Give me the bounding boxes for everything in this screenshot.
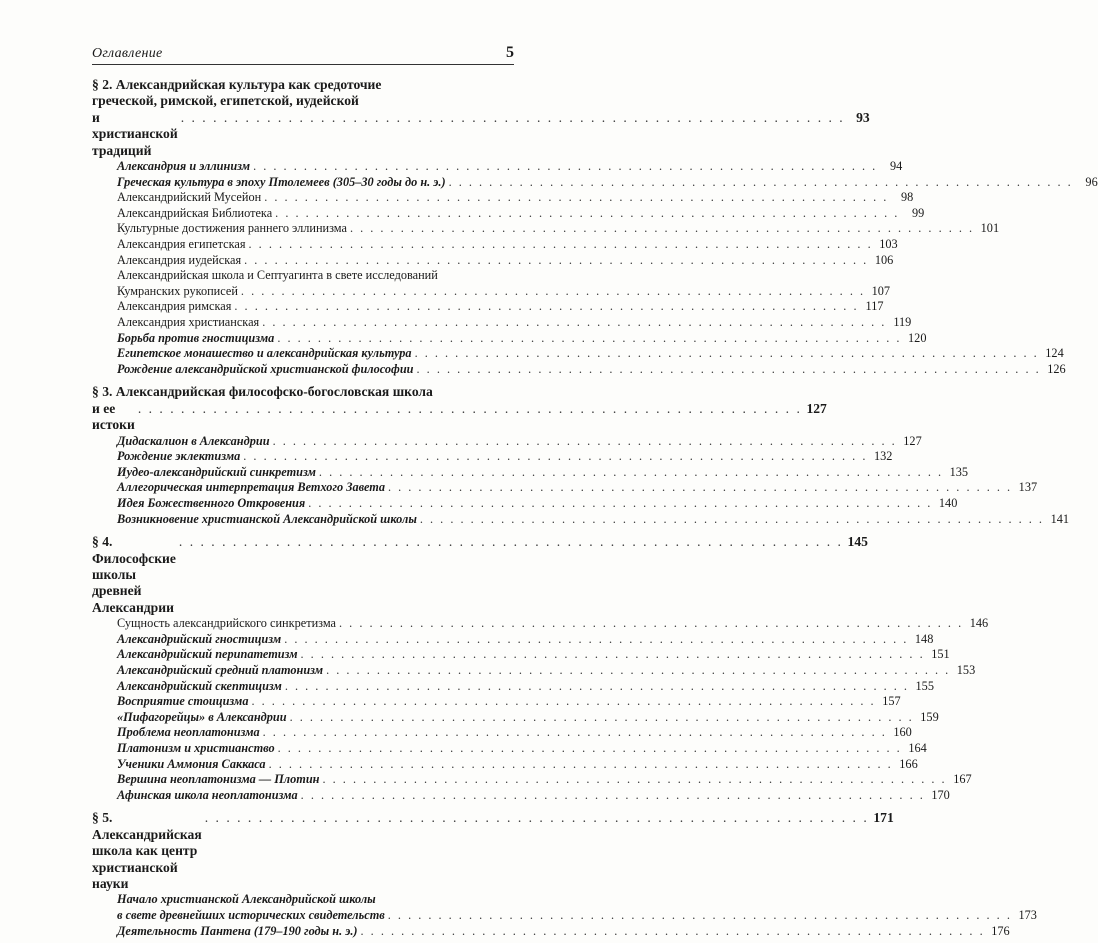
toc-entry-page-number: 119 [893, 314, 912, 329]
toc-entry-text: Афинская школа неоплатонизма [117, 787, 298, 802]
toc-entry-page-number: 160 [893, 725, 912, 740]
section-page-number: 93 [856, 109, 870, 125]
leader-dots: . . . . . . . . . . . . . . . . . . . . . . . . . . . . . . . . . . . . . . . . . . . . . . . . . . . . . . . . . . . . . . [272, 433, 897, 448]
leader-dots: . . . . . . . . . . . . . . . . . . . . . . . . . . . . . . . . . . . . . . . . . . . . . . . . . . . . . . . . . . . . . . [387, 907, 1012, 922]
toc-entry-text: в свете древнейших исторических свидетельств [117, 907, 385, 922]
toc-entry[interactable] [92, 907, 1037, 924]
toc-entry-text: Александрийский скептицизм [117, 678, 282, 693]
leader-dots: . . . . . . . . . . . . . . . . . . . . . . . . . . . . . . . . . . . . . . . . . . . . . . . . . . . . . . . . . . . . . . [277, 330, 902, 345]
toc-entry-text: Египетское монашество и александрийская культура [117, 346, 412, 361]
leader-dots: . . . . . . . . . . . . . . . . . . . . . . . . . . . . . . . . . . . . . . . . . . . . . . . . . . . . . . . . . . . . . . [322, 772, 947, 787]
toc-entry-page-number: 140 [938, 495, 958, 510]
toc-entry-page-number: 101 [980, 221, 1000, 236]
toc-entry-text: Культурные достижения раннего эллинизма [117, 221, 347, 236]
leader-dots: . . . . . . . . . . . . . . . . . . . . . . . . . . . . . . . . . . . . . . . . . . . . . . . . . . . . . . . . . . . . . . [204, 810, 869, 826]
leader-dots: . . . . . . . . . . . . . . . . . . . . . . . . . . . . . . . . . . . . . . . . . . . . . . . . . . . . . . . . . . . . . . [243, 449, 868, 464]
toc-entry[interactable] [92, 174, 1098, 191]
toc-entry[interactable] [92, 631, 934, 648]
toc-entry[interactable] [92, 756, 918, 773]
section-heading-text: § 5. Александрийская школа как центр христианской науки [92, 810, 202, 891]
toc-entry[interactable] [92, 511, 1070, 528]
toc-entry-page-number: 151 [931, 647, 950, 662]
toc-entry-text: Александрийский средний платонизм [117, 662, 324, 677]
toc-entry[interactable] [92, 709, 939, 726]
toc-entry-text: Александрийский Мусейон [117, 190, 262, 205]
toc-entry-text: Рождение эклектизма [117, 449, 241, 464]
leader-dots: . . . . . . . . . . . . . . . . . . . . . . . . . . . . . . . . . . . . . . . . . . . . . . . . . . . . . . . . . . . . . . [244, 252, 869, 267]
section-heading-line: § 2. Александрийская культура как средоточие [92, 77, 382, 92]
toc-entry[interactable] [92, 190, 914, 206]
toc-entry-text: Кумранских рукописей [117, 283, 238, 298]
toc-entry[interactable] [92, 237, 898, 253]
toc-entry-page-number: 96 [1085, 174, 1098, 189]
leader-dots: . . . . . . . . . . . . . . . . . . . . . . . . . . . . . . . . . . . . . . . . . . . . . . . . . . . . . . . . . . . . . . [264, 190, 889, 205]
leader-dots: . . . . . . . . . . . . . . . . . . . . . . . . . . . . . . . . . . . . . . . . . . . . . . . . . . . . . . . . . . . . . . [416, 361, 1041, 376]
section-spacer [92, 803, 514, 807]
leader-dots: . . . . . . . . . . . . . . . . . . . . . . . . . . . . . . . . . . . . . . . . . . . . . . . . . . . . . . . . . . . . . . [251, 694, 876, 709]
toc-entry[interactable] [92, 346, 1064, 362]
toc-entry[interactable] [92, 221, 1000, 237]
toc-entry-page-number: 103 [879, 237, 898, 251]
leader-dots: . . . . . . . . . . . . . . . . . . . . . . . . . . . . . . . . . . . . . . . . . . . . . . . . . . . . . . . . . . . . . . [262, 314, 887, 329]
toc-entry-page-number: 148 [914, 631, 934, 646]
toc-entry-text: Александрия иудейская [117, 252, 242, 267]
toc-entry-text: Платонизм и христианство [117, 740, 275, 755]
leader-dots: . . . . . . . . . . . . . . . . . . . . . . . . . . . . . . . . . . . . . . . . . . . . . . . . . . . . . . . . . . . . . . [240, 283, 866, 298]
toc-entry-text: Греческая культура в эпоху Птолемеев (305–30 годы до н. э.) [117, 174, 446, 189]
leader-dots: . . . . . . . . . . . . . . . . . . . . . . . . . . . . . . . . . . . . . . . . . . . . . . . . . . . . . . . . . . . . . . [349, 221, 975, 236]
leader-dots: . . . . . . . . . . . . . . . . . . . . . . . . . . . . . . . . . . . . . . . . . . . . . . . . . . . . . . . . . . . . . . [262, 725, 887, 740]
section-page-number: 171 [873, 810, 894, 826]
toc-entry-page-number: 124 [1045, 346, 1064, 361]
toc-section [92, 534, 868, 616]
toc-entry-text: Восприятие стоицизма [117, 694, 249, 709]
toc-section [92, 384, 827, 433]
toc-entry-text: Проблема неоплатонизма [117, 725, 260, 740]
page-number: 5 [506, 44, 514, 61]
leader-dots: . . . . . . . . . . . . . . . . . . . . . . . . . . . . . . . . . . . . . . . . . . . . . . . . . . . . . . . . . . . . . . [137, 400, 802, 416]
leader-dots: . . . . . . . . . . . . . . . . . . . . . . . . . . . . . . . . . . . . . . . . . . . . . . . . . . . . . . . . . . . . . . [419, 511, 1045, 526]
leader-dots: . . . . . . . . . . . . . . . . . . . . . . . . . . . . . . . . . . . . . . . . . . . . . . . . . . . . . . . . . . . . . . [387, 480, 1013, 495]
section-page-number: 127 [806, 400, 827, 416]
toc-page [92, 40, 1098, 943]
toc-entry-text: Возникновение христианской Александрийской школы [117, 511, 417, 526]
toc-entry[interactable] [92, 205, 925, 222]
toc-entry-page-number: 170 [931, 787, 950, 802]
toc-entry-text: Сущность александрийского синкретизма [117, 616, 337, 631]
toc-entry[interactable] [92, 923, 1010, 940]
header-title: Оглавление [92, 46, 163, 61]
toc-entry-text: Деятельность Пантена (179–190 годы н. э.) [117, 923, 358, 938]
toc-entry-page-number: 117 [865, 299, 884, 314]
toc-entry[interactable] [92, 480, 1038, 496]
toc-entry-page-number: 137 [1018, 480, 1038, 495]
toc-entry-text: «Пифагорейцы» в Александрии [117, 709, 287, 724]
toc-entry[interactable] [92, 772, 972, 788]
toc-entry[interactable] [92, 787, 950, 804]
toc-entry-text: Александрия египетская [117, 237, 246, 251]
leader-dots: . . . . . . . . . . . . . . . . . . . . . . . . . . . . . . . . . . . . . . . . . . . . . . . . . . . . . . . . . . . . . . [300, 787, 925, 802]
leader-dots: . . . . . . . . . . . . . . . . . . . . . . . . . . . . . . . . . . . . . . . . . . . . . . . . . . . . . . . . . . . . . . [326, 662, 951, 677]
leader-dots: . . . . . . . . . . . . . . . . . . . . . . . . . . . . . . . . . . . . . . . . . . . . . . . . . . . . . . . . . . . . . . [300, 647, 925, 662]
table-of-contents [92, 77, 1098, 943]
leader-dots: . . . . . . . . . . . . . . . . . . . . . . . . . . . . . . . . . . . . . . . . . . . . . . . . . . . . . . . . . . . . . . [318, 464, 944, 479]
section-spacer [92, 377, 514, 381]
toc-entry[interactable] [92, 464, 969, 481]
toc-entry[interactable] [92, 449, 893, 465]
toc-entry-text: Вершина неоплатонизма — Плотин [117, 772, 320, 787]
running-header [92, 40, 514, 65]
toc-entry-page-number: 176 [991, 923, 1010, 938]
toc-entry-page-number: 157 [882, 694, 901, 709]
section-heading-last-line[interactable] [92, 534, 868, 616]
toc-entry[interactable] [92, 495, 958, 512]
section-heading-text: § 4. Философские школы древней Александрии [92, 534, 176, 615]
toc-entry-page-number: 173 [1018, 907, 1037, 922]
toc-entry-page-number: 94 [889, 159, 903, 174]
toc-entry[interactable] [92, 299, 884, 315]
leader-dots: . . . . . . . . . . . . . . . . . . . . . . . . . . . . . . . . . . . . . . . . . . . . . . . . . . . . . . . . . . . . . . [448, 174, 1073, 189]
leader-dots: . . . . . . . . . . . . . . . . . . . . . . . . . . . . . . . . . . . . . . . . . . . . . . . . . . . . . . . . . . . . . . [234, 299, 859, 314]
toc-entry-page-number: 127 [903, 433, 922, 448]
toc-section [92, 77, 870, 159]
leader-dots: . . . . . . . . . . . . . . . . . . . . . . . . . . . . . . . . . . . . . . . . . . . . . . . . . . . . . . . . . . . . . . [414, 346, 1039, 361]
toc-entry[interactable] [92, 678, 934, 695]
toc-entry-page-number: 135 [949, 464, 969, 479]
leader-dots: . . . . . . . . . . . . . . . . . . . . . . . . . . . . . . . . . . . . . . . . . . . . . . . . . . . . . . . . . . . . . . [268, 756, 893, 771]
leader-dots: . . . . . . . . . . . . . . . . . . . . . . . . . . . . . . . . . . . . . . . . . . . . . . . . . . . . . . . . . . . . . . [339, 616, 964, 631]
section-spacer [92, 527, 514, 531]
toc-entry-page-number: 126 [1047, 361, 1066, 376]
toc-entry-page-number: 99 [912, 205, 925, 220]
toc-entry-text: Идея Божественного Откровения [117, 495, 306, 510]
section-heading-text: и христианской традиций [92, 109, 178, 158]
leader-dots: . . . . . . . . . . . . . . . . . . . . . . . . . . . . . . . . . . . . . . . . . . . . . . . . . . . . . . . . . . . . . . [284, 631, 909, 646]
toc-entry-text: Александрийская Библиотека [117, 205, 273, 220]
toc-entry-page-number: 153 [956, 662, 976, 677]
toc-entry-text: Александрия и эллинизм [117, 159, 251, 174]
toc-entry[interactable] [92, 314, 912, 331]
toc-entry-text: Александрия римская [117, 299, 232, 314]
section-heading-line: греческой, римской, египетской, иудейской [92, 93, 359, 109]
section-heading-line: § 3. Александрийская философско-богословская школа [92, 384, 433, 400]
toc-entry-first-line: Начало христианской Александрийской школы [117, 892, 376, 907]
toc-entry-page-number: 146 [969, 616, 989, 631]
leader-dots: . . . . . . . . . . . . . . . . . . . . . . . . . . . . . . . . . . . . . . . . . . . . . . . . . . . . . . . . . . . . . . [360, 923, 985, 938]
leader-dots: . . . . . . . . . . . . . . . . . . . . . . . . . . . . . . . . . . . . . . . . . . . . . . . . . . . . . . . . . . . . . . [253, 159, 878, 174]
toc-entry[interactable] [92, 662, 976, 679]
toc-entry-page-number: 120 [908, 330, 927, 345]
leader-dots: . . . . . . . . . . . . . . . . . . . . . . . . . . . . . . . . . . . . . . . . . . . . . . . . . . . . . . . . . . . . . . [180, 109, 845, 125]
leader-dots: . . . . . . . . . . . . . . . . . . . . . . . . . . . . . . . . . . . . . . . . . . . . . . . . . . . . . . . . . . . . . . [284, 678, 909, 693]
section-heading-last-line[interactable] [92, 400, 827, 434]
toc-entry-text: Иудео-александрийский синкретизм [117, 464, 316, 479]
toc-entry-text: Дидаскалион в Александрии [117, 433, 270, 448]
leader-dots: . . . . . . . . . . . . . . . . . . . . . . . . . . . . . . . . . . . . . . . . . . . . . . . . . . . . . . . . . . . . . . [308, 495, 933, 510]
toc-entry[interactable] [92, 616, 989, 632]
toc-entry-page-number: 106 [874, 252, 894, 267]
toc-entry[interactable] [92, 694, 901, 710]
toc-entry-text: Аллегорическая интерпретация Ветхого Завета [117, 480, 385, 495]
toc-entry-text: Александрийский гностицизм [117, 631, 282, 646]
leader-dots: . . . . . . . . . . . . . . . . . . . . . . . . . . . . . . . . . . . . . . . . . . . . . . . . . . . . . . . . . . . . . . [248, 237, 873, 251]
leader-dots: . . . . . . . . . . . . . . . . . . . . . . . . . . . . . . . . . . . . . . . . . . . . . . . . . . . . . . . . . . . . . . [277, 740, 902, 755]
toc-entry[interactable] [92, 252, 894, 269]
toc-entry-text: Рождение александрийской христианской философии [117, 361, 414, 376]
toc-entry[interactable] [92, 433, 922, 450]
toc-entry[interactable] [92, 647, 950, 663]
leader-dots: . . . . . . . . . . . . . . . . . . . . . . . . . . . . . . . . . . . . . . . . . . . . . . . . . . . . . . . . . . . . . . [178, 534, 843, 550]
toc-entry-text: Александрийский перипатетизм [117, 647, 298, 662]
toc-entry-page-number: 141 [1050, 511, 1070, 526]
toc-entry-page-number: 107 [871, 283, 891, 298]
section-heading-text: и ее истоки [92, 400, 135, 433]
toc-entry-text: Борьба против гностицизма [117, 330, 275, 345]
toc-entry[interactable] [92, 740, 927, 757]
toc-entry-text: Ученики Аммония Саккаса [117, 756, 266, 771]
toc-entry-page-number: 132 [873, 449, 893, 464]
toc-entry[interactable] [92, 159, 903, 175]
toc-entry-page-number: 166 [899, 756, 918, 771]
toc-entry-page-number: 164 [908, 740, 927, 755]
toc-entry-page-number: 155 [915, 678, 934, 693]
toc-entry-text: Александрия христианская [117, 314, 260, 329]
section-spacer [92, 939, 514, 943]
toc-entry-page-number: 167 [953, 772, 972, 787]
section-page-number: 145 [847, 534, 868, 550]
toc-entry[interactable] [92, 330, 927, 347]
leader-dots: . . . . . . . . . . . . . . . . . . . . . . . . . . . . . . . . . . . . . . . . . . . . . . . . . . . . . . . . . . . . . . [289, 709, 914, 724]
toc-entry-page-number: 159 [920, 709, 939, 724]
toc-section [92, 810, 894, 892]
leader-dots: . . . . . . . . . . . . . . . . . . . . . . . . . . . . . . . . . . . . . . . . . . . . . . . . . . . . . . . . . . . . . . [275, 205, 900, 220]
toc-entry-first-line: Александрийская школа и Септуагинта в свете исследований [117, 268, 438, 283]
toc-entry[interactable] [92, 283, 891, 300]
section-heading-last-line[interactable] [92, 810, 894, 892]
section-heading-last-line[interactable] [92, 109, 870, 159]
toc-entry[interactable] [92, 725, 912, 741]
toc-entry[interactable] [92, 361, 1066, 378]
toc-entry-page-number: 98 [901, 190, 914, 205]
